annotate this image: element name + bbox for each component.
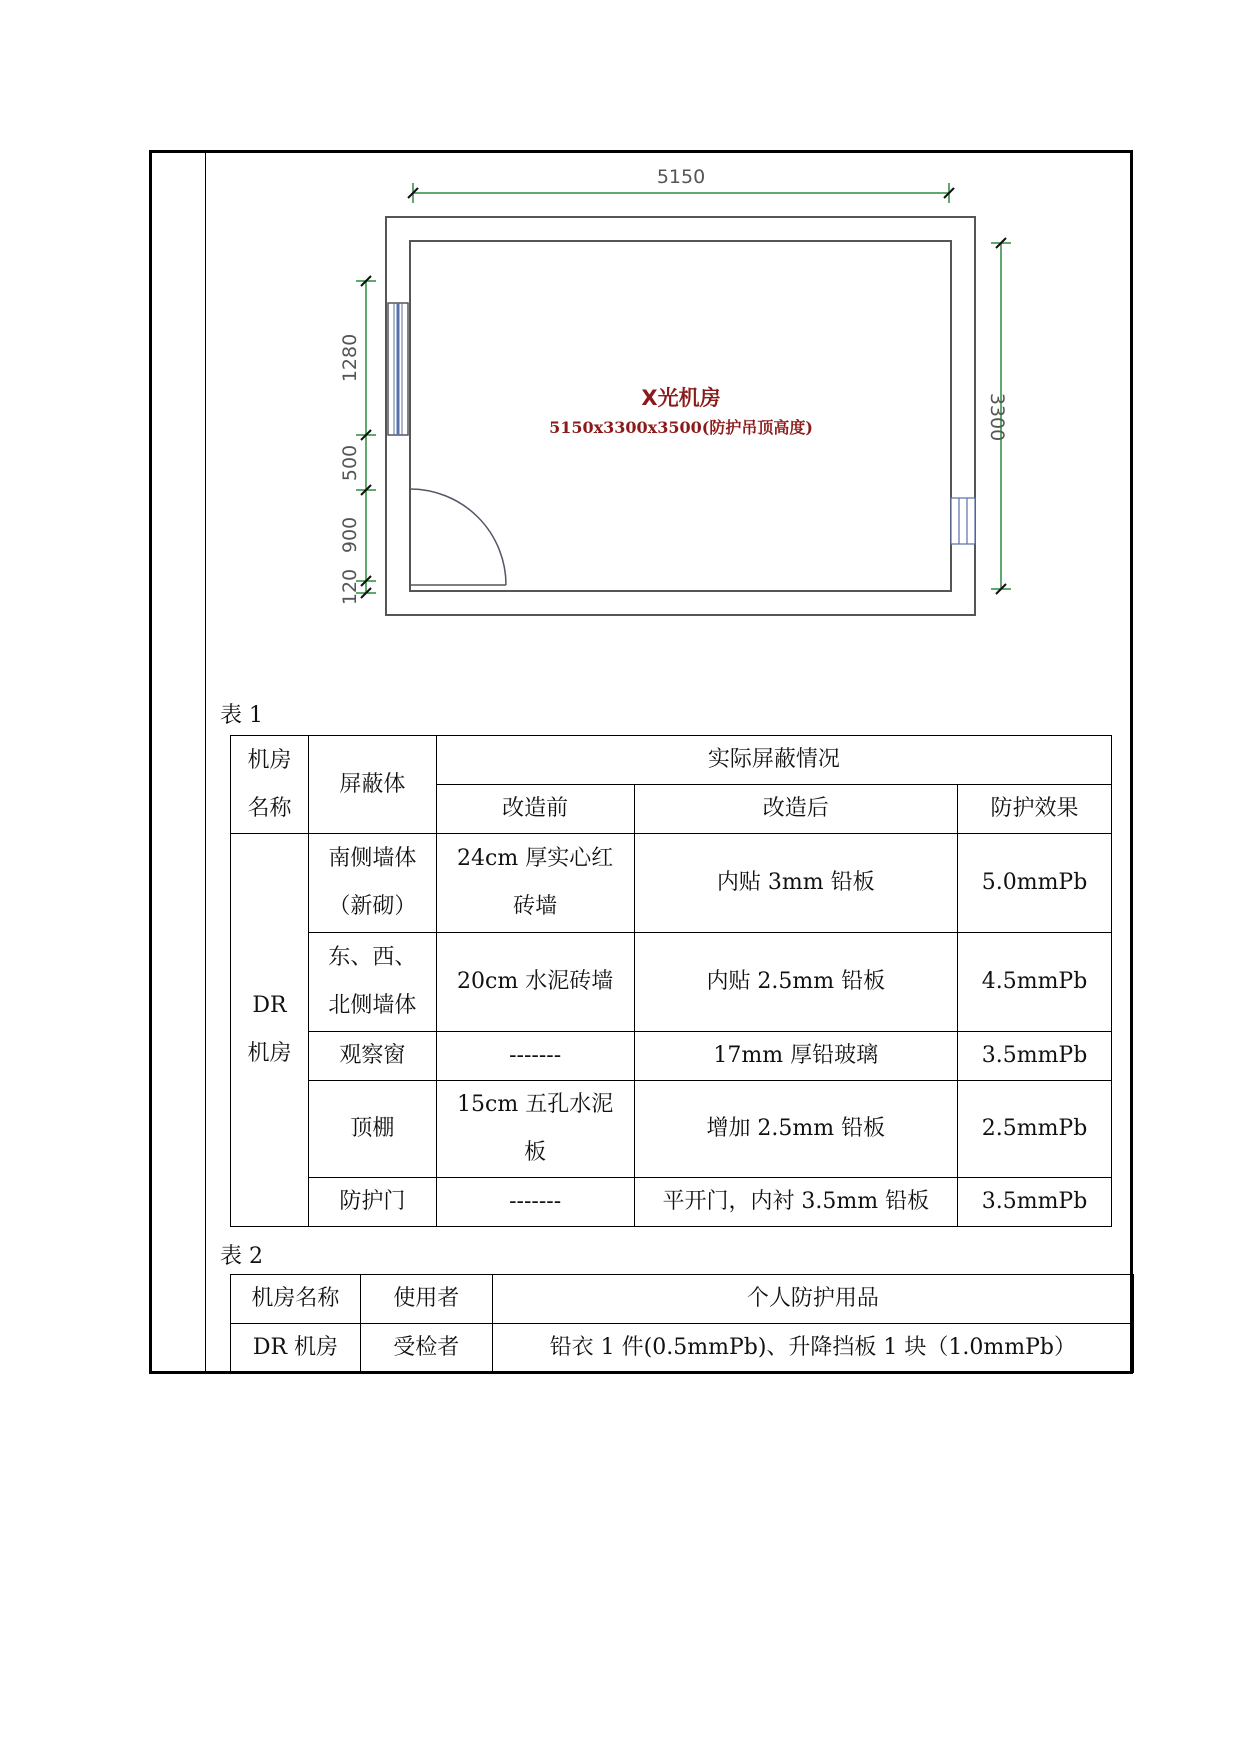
dim-label-left-1: 1280 <box>339 333 361 383</box>
after-cell: 增加 2.5mm 铅板 <box>634 1081 958 1178</box>
outer-wall <box>386 217 975 615</box>
protective-equipment-table <box>230 1274 1134 1373</box>
equipment-cell: 铅衣 1 件(0.5mmPb)、升降挡板 1 块（1.0mmPb） <box>492 1324 1133 1373</box>
before-line1: 15cm 五孔水泥 <box>457 1092 614 1117</box>
shield-line2: 北侧墙体 <box>328 993 417 1018</box>
door <box>387 489 506 587</box>
room-cell-line1: DR <box>252 993 287 1018</box>
dim-label-left-3: 900 <box>339 516 361 554</box>
shielding-table <box>230 735 1112 1227</box>
room-cell-line2: 机房 <box>247 1041 292 1066</box>
table1-header-row-1 <box>231 736 1112 785</box>
shield-cell <box>308 933 436 1032</box>
table-row <box>231 933 1112 1032</box>
header-room-name-line2: 名称 <box>247 795 292 821</box>
before-cell: ------- <box>436 1178 634 1227</box>
shield-line1: 南侧墙体 <box>328 846 417 871</box>
east-vent <box>951 498 975 544</box>
before-line2: 砖墙 <box>513 894 558 919</box>
shield-cell: 防护门 <box>308 1178 436 1227</box>
before-cell: ------- <box>436 1032 634 1081</box>
table-row <box>231 1081 1112 1178</box>
table-row <box>231 1324 1134 1373</box>
header-user: 使用者 <box>360 1275 492 1324</box>
shield-cell: 顶棚 <box>308 1081 436 1178</box>
effect-cell: 5.0mmPb <box>958 834 1112 933</box>
header-room-name-line1: 机房 <box>247 747 292 773</box>
header-before: 改造前 <box>436 785 634 834</box>
after-cell: 内贴 2.5mm 铅板 <box>634 933 958 1032</box>
document-frame <box>149 150 1133 1374</box>
user-cell: 受检者 <box>360 1324 492 1373</box>
table1-caption: 表 1 <box>220 703 263 728</box>
room-cell <box>231 834 309 1227</box>
effect-cell: 2.5mmPb <box>958 1081 1112 1178</box>
room-name-cell: DR 机房 <box>231 1324 361 1373</box>
header-room-name: 机房名称 <box>231 1275 361 1324</box>
room-subtitle: 5150x3300x3500(防护吊顶高度) <box>549 418 813 437</box>
table-row <box>231 834 1112 933</box>
room-title: X光机房 <box>641 386 721 410</box>
shield-line2: （新砌） <box>328 894 417 919</box>
after-cell: 平开门，内衬 3.5mm 铅板 <box>634 1178 958 1227</box>
before-cell: 20cm 水泥砖墙 <box>436 933 634 1032</box>
effect-cell: 3.5mmPb <box>958 1032 1112 1081</box>
walls <box>386 217 975 615</box>
after-cell: 17mm 厚铅玻璃 <box>634 1032 958 1081</box>
header-after: 改造后 <box>634 785 958 834</box>
table-row <box>231 1178 1112 1227</box>
shield-line1: 东、西、 <box>328 945 417 970</box>
floor-plan <box>206 153 1131 653</box>
before-line1: 24cm 厚实心红 <box>457 846 614 871</box>
inner-wall <box>410 241 951 591</box>
effect-cell: 3.5mmPb <box>958 1178 1112 1227</box>
header-effect: 防护效果 <box>958 785 1112 834</box>
after-cell: 内贴 3mm 铅板 <box>634 834 958 933</box>
dim-label-top: 5150 <box>656 166 706 188</box>
before-cell <box>436 1081 634 1178</box>
dim-label-left-2: 500 <box>339 444 361 482</box>
header-equipment: 个人防护用品 <box>492 1275 1133 1324</box>
before-cell <box>436 834 634 933</box>
effect-cell: 4.5mmPb <box>958 933 1112 1032</box>
window <box>388 303 408 435</box>
dim-label-left-4: 120 <box>339 568 361 606</box>
shield-cell: 观察窗 <box>308 1032 436 1081</box>
header-room-name <box>231 736 309 834</box>
before-line2: 板 <box>524 1140 547 1165</box>
header-actual: 实际屏蔽情况 <box>436 736 1111 785</box>
dim-label-right: 3300 <box>986 392 1008 442</box>
table2-header-row <box>231 1275 1134 1324</box>
header-shield: 屏蔽体 <box>308 736 436 834</box>
table2-caption: 表 2 <box>220 1244 263 1269</box>
table-row <box>231 1032 1112 1081</box>
shield-cell <box>308 834 436 933</box>
